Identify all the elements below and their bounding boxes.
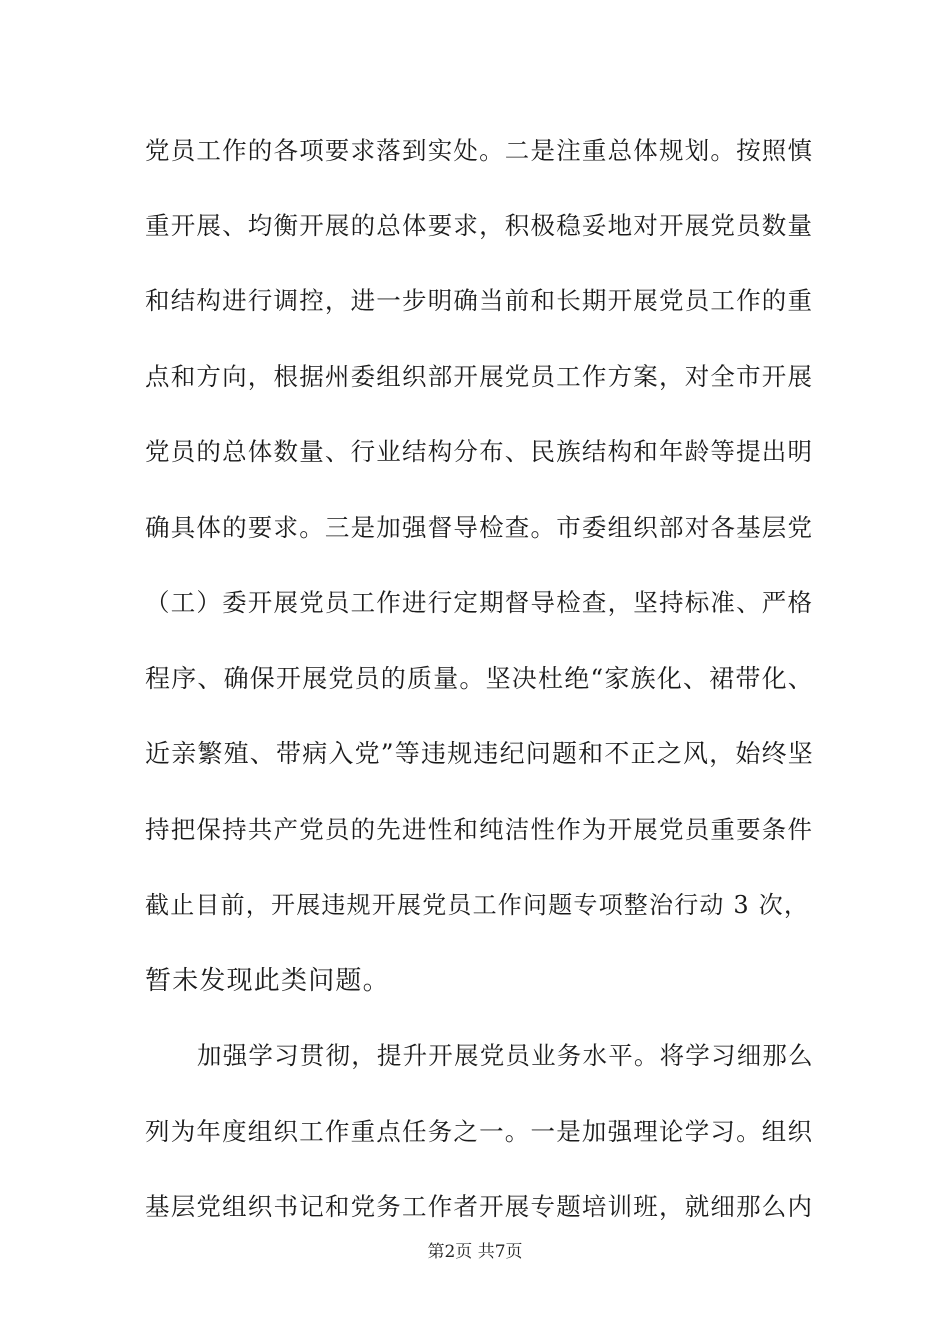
- paragraph-line: 列为年度组织工作重点任务之一。一是加强理论学习。组织: [145, 1117, 814, 1146]
- paragraph-line: 暂未发现此类问题。: [145, 966, 390, 996]
- paragraph-line: 基层党组织书记和党务工作者开展专题培训班，就细那么内: [145, 1192, 814, 1221]
- paragraph-line: 程序、确保开展党员的质量。坚决杜绝“家族化、裙带化、: [145, 664, 814, 693]
- paragraph-line: 重开展、均衡开展的总体要求，积极稳妥地对开展党员数量: [145, 211, 814, 240]
- paragraph-first-line: 加强学习贯彻，提升开展党员业务水平。将学习细那么: [197, 1041, 814, 1070]
- paragraph-line: （工）委开展党员工作进行定期督导检查，坚持标准、严格: [145, 588, 814, 617]
- paragraph-line: 党员的总体数量、行业结构分布、民族结构和年龄等提出明: [145, 437, 814, 466]
- paragraph-line: 持把保持共产党员的先进性和纯洁性作为开展党员重要条件: [145, 815, 814, 844]
- paragraph-line: 党员工作的各项要求落到实处。二是注重总体规划。按照慎: [145, 136, 814, 165]
- paragraph-line: 和结构进行调控，进一步明确当前和长期开展党员工作的重: [145, 286, 814, 315]
- paragraph-line: 截止目前，开展违规开展党员工作问题专项整治行动 3 次，: [145, 891, 810, 919]
- paragraph-line: 近亲繁殖、带病入党”等违规违纪问题和不正之风，始终坚: [145, 739, 814, 768]
- paragraph-line: 点和方向，根据州委组织部开展党员工作方案，对全市开展: [145, 362, 814, 391]
- page-number-footer: 第2页 共7页: [427, 1242, 523, 1262]
- paragraph-line: 确具体的要求。三是加强督导检查。市委组织部对各基层党: [145, 513, 814, 542]
